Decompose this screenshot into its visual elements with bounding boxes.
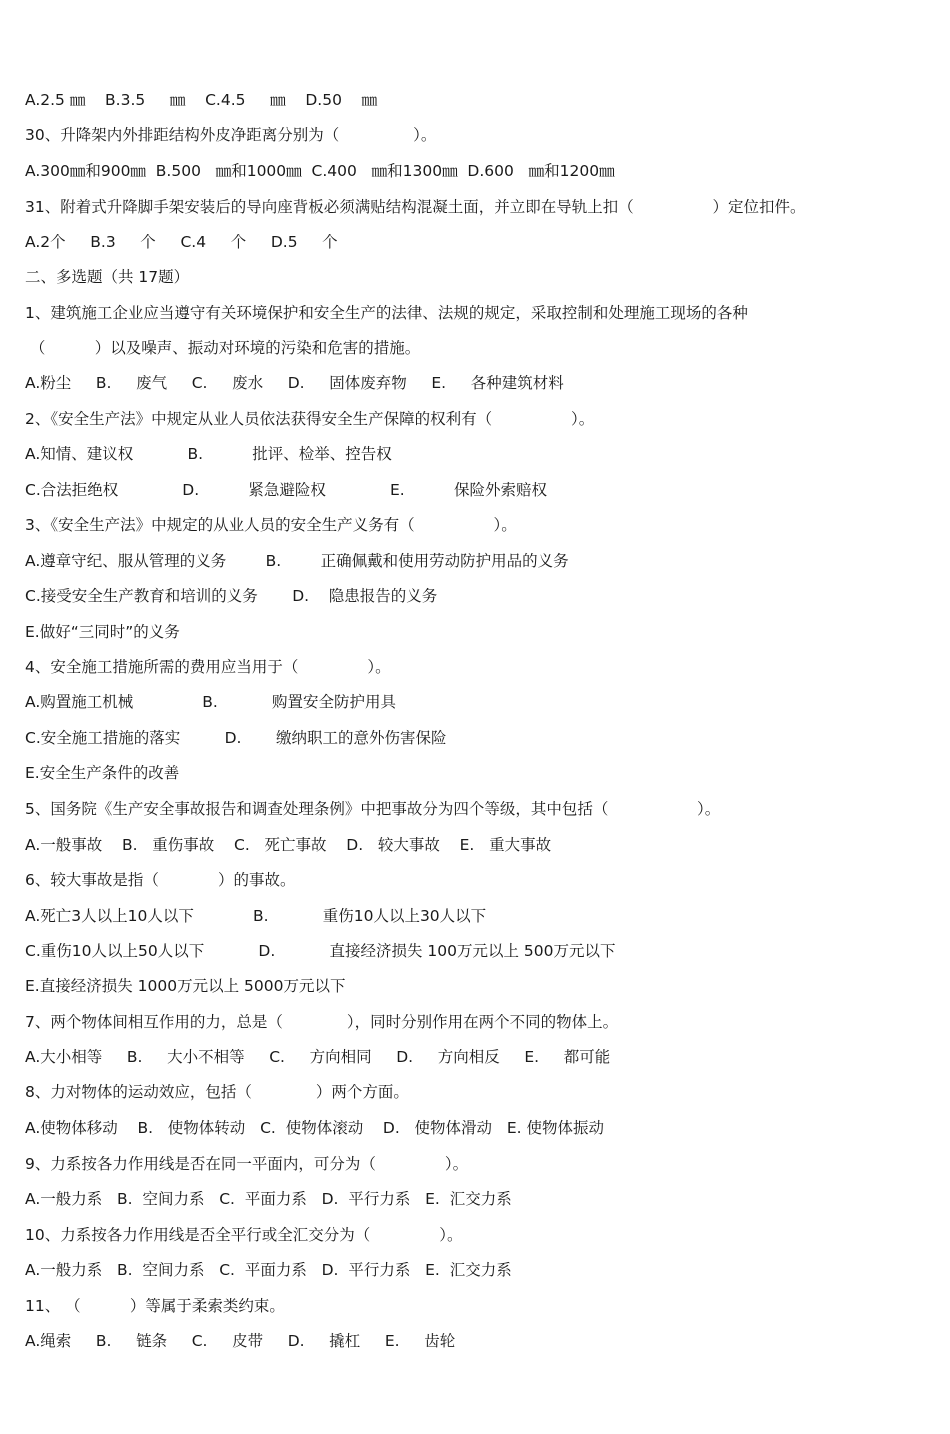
question-m5: 5、国务院《生产安全事故报告和调查处理条例》中把事故分为四个等级，其中包括（ ）。 xyxy=(25,800,721,818)
answer-options-m6b: C.重伤10人以上50人以下 D. 直接经济损失 100万元以上 500万元以下 xyxy=(25,942,616,960)
question-m6: 6、较大事故是指（ ）的事故。 xyxy=(25,871,296,889)
answer-options-q30: A.300㎜和900㎜ B.500 ㎜和1000㎜ C.400 ㎜和1300㎜ D.600 ㎜和1200㎜ xyxy=(25,162,615,180)
answer-options-m4b: C.安全施工措施的落实 D. 缴纳职工的意外伤害保险 xyxy=(25,729,447,747)
answer-options-m8: A.使物体移动 B. 使物体转动 C. 使物体滚动 D. 使物体滑动 E. 使物体振动 xyxy=(25,1119,604,1137)
answer-options-m9: A.一般力系 B. 空间力系 C. 平面力系 D. 平行力系 E. 汇交力系 xyxy=(25,1190,512,1208)
answer-options-m11: A.绳索 B. 链条 C. 皮带 D. 撬杠 E. 齿轮 xyxy=(25,1332,456,1350)
question-m1: 1、建筑施工企业应当遵守有关环境保护和安全生产的法律、法规的规定，采取控制和处理施工现场的各种 xyxy=(25,304,748,322)
answer-options-m6a: A.死亡3人以上10人以下 B. 重伤10人以上30人以下 xyxy=(25,907,487,925)
answer-options-m5: A.一般事故 B. 重伤事故 C. 死亡事故 D. 较大事故 E. 重大事故 xyxy=(25,836,552,854)
answer-options-m10: A.一般力系 B. 空间力系 C. 平面力系 D. 平行力系 E. 汇交力系 xyxy=(25,1261,512,1279)
answer-options-q31: A.2个 B.3 个 C.4 个 D.5 个 xyxy=(25,233,338,251)
answer-options-q29: A.2.5 ㎜ B.3.5 ㎜ C.4.5 ㎜ D.50 ㎜ xyxy=(25,91,378,109)
question-31: 31、附着式升降脚手架安装后的导向座背板必须满贴结构混凝土面，并立即在导轨上扣（ ）定位扣件。 xyxy=(25,198,806,216)
question-30: 30、升降架内外排距结构外皮净距离分别为（ ）。 xyxy=(25,126,437,144)
question-m1-cont: （ ）以及噪声、振动对环境的污染和危害的措施。 xyxy=(25,339,421,357)
section-heading: 二、多选题（共 17题） xyxy=(25,268,190,286)
question-m10: 10、力系按各力作用线是否全平行或全汇交分为（ ）。 xyxy=(25,1226,463,1244)
answer-options-m1: A.粉尘 B. 废气 C. 废水 D. 固体废弃物 E. 各种建筑材料 xyxy=(25,374,564,392)
answer-options-m3c: E.做好“三同时”的义务 xyxy=(25,623,180,641)
question-m3: 3、《安全生产法》中规定的从业人员的安全生产义务有（ ）。 xyxy=(25,516,517,534)
question-m7: 7、两个物体间相互作用的力，总是（ ），同时分别作用在两个不同的物体上。 xyxy=(25,1013,619,1031)
question-m2: 2、《安全生产法》中规定从业人员依法获得安全生产保障的权利有（ ）。 xyxy=(25,410,595,428)
answer-options-m3a: A.遵章守纪、服从管理的义务 B. 正确佩戴和使用劳动防护用品的义务 xyxy=(25,552,569,570)
answer-options-m3b: C.接受安全生产教育和培训的义务 D. 隐患报告的义务 xyxy=(25,587,438,605)
answer-options-m4a: A.购置施工机械 B. 购置安全防护用具 xyxy=(25,693,396,711)
question-m8: 8、力对物体的运动效应，包括（ ）两个方面。 xyxy=(25,1083,409,1101)
answer-options-m2b: C.合法拒绝权 D. 紧急避险权 E. 保险外索赔权 xyxy=(25,481,547,499)
answer-options-m2a: A.知情、建议权 B. 批评、检举、控告权 xyxy=(25,445,392,463)
question-m9: 9、力系按各力作用线是否在同一平面内，可分为（ ）。 xyxy=(25,1155,469,1173)
question-m11: 11、 （ ）等属于柔索类约束。 xyxy=(25,1297,285,1315)
answer-options-m7: A.大小相等 B. 大小不相等 C. 方向相同 D. 方向相反 E. 都可能 xyxy=(25,1048,611,1066)
answer-options-m4c: E.安全生产条件的改善 xyxy=(25,764,180,782)
answer-options-m6c: E.直接经济损失 1000万元以上 5000万元以下 xyxy=(25,977,346,995)
question-m4: 4、安全施工措施所需的费用应当用于（ ）。 xyxy=(25,658,391,676)
